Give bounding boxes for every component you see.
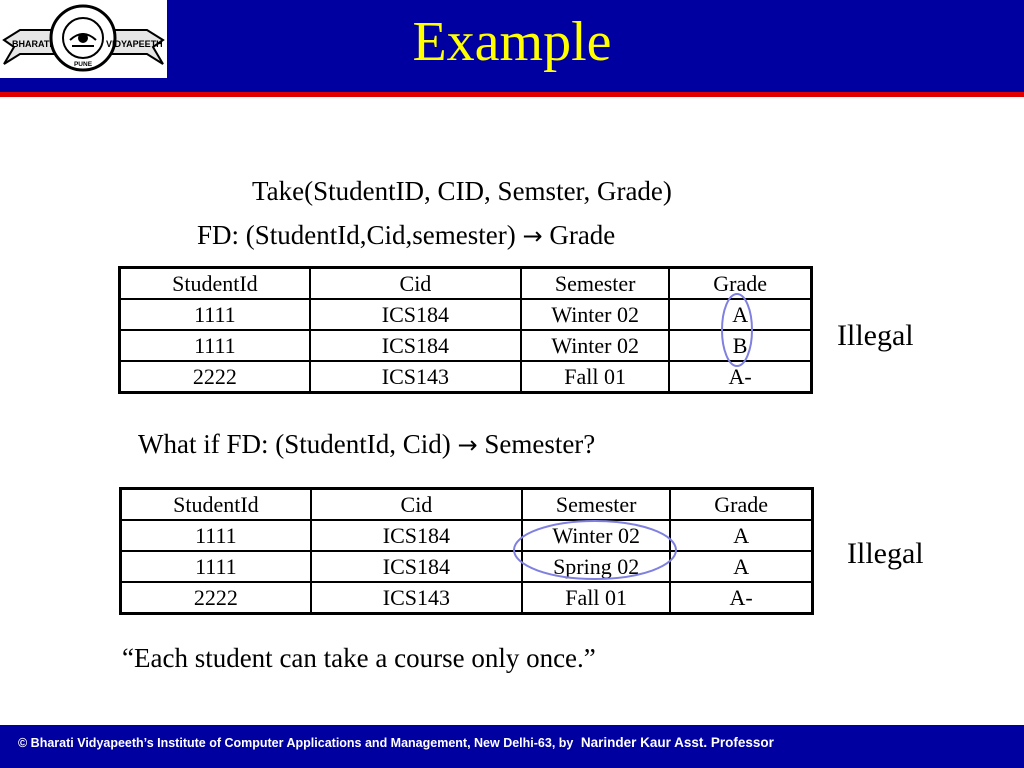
table-cell: A-: [669, 361, 811, 393]
table-header-row: [120, 268, 812, 300]
page-title: Example: [412, 11, 612, 73]
table-cell: ICS143: [311, 582, 522, 614]
table-header-cell: Semester: [521, 268, 669, 300]
table-cell: 1111: [120, 299, 310, 330]
footer-credit: [18, 735, 774, 750]
arrow-icon: →: [522, 222, 543, 250]
table-cell: 1111: [121, 551, 311, 582]
fd1-lhs: FD: (StudentId,Cid,semester): [197, 220, 516, 250]
table-header-cell: StudentId: [121, 489, 311, 521]
table-header-cell: Cid: [310, 268, 521, 300]
table-cell: ICS184: [311, 551, 522, 582]
table-header-cell: Semester: [522, 489, 670, 521]
table-header-cell: Cid: [311, 489, 522, 521]
illegal-label-2: Illegal: [847, 537, 924, 570]
fd2-lhs: What if FD: (StudentId, Cid): [138, 429, 451, 459]
table-cell: Winter 02: [521, 330, 669, 361]
relation-table-2: [119, 487, 814, 615]
table-header-cell: Grade: [670, 489, 812, 521]
header-divider: [0, 92, 1024, 97]
footer-bar: [0, 725, 1024, 768]
footer-institute: © Bharati Vidyapeeth’s Institute of Computer Applications and Management, New Delhi-63, by: [18, 736, 574, 750]
table-cell: B: [669, 330, 811, 361]
illegal-label-1: Illegal: [837, 319, 914, 352]
table-cell: A: [670, 520, 812, 551]
table-cell: Spring 02: [522, 551, 670, 582]
table-cell: Winter 02: [522, 520, 670, 551]
constraint-quote: “Each student can take a course only once.”: [122, 643, 596, 673]
table-row: [121, 582, 813, 614]
table-cell: 2222: [120, 361, 310, 393]
table-cell: A: [669, 299, 811, 330]
relation-table-1: [118, 266, 813, 394]
table-cell: 1111: [120, 330, 310, 361]
functional-dependency-2: [138, 429, 595, 460]
fd1-rhs: Grade: [549, 220, 616, 250]
logo: [0, 0, 167, 78]
table-cell: Fall 01: [522, 582, 670, 614]
table-cell: 2222: [121, 582, 311, 614]
table-cell: 1111: [121, 520, 311, 551]
table-row: [120, 299, 812, 330]
relation-schema: Take(StudentID, CID, Semster, Grade): [252, 176, 672, 206]
arrow-icon: →: [457, 431, 478, 459]
bharati-vidyapeeth-logo-icon: [0, 0, 167, 78]
table-cell: ICS143: [310, 361, 521, 393]
fd2-rhs: Semester?: [484, 429, 596, 459]
functional-dependency-1: [197, 220, 615, 251]
table-cell: ICS184: [310, 299, 521, 330]
table-row: [120, 330, 812, 361]
footer-author: Narinder Kaur Asst. Professor: [580, 735, 774, 750]
table-cell: A: [670, 551, 812, 582]
table-header-cell: StudentId: [120, 268, 310, 300]
table-cell: ICS184: [310, 330, 521, 361]
table-header-cell: Grade: [669, 268, 811, 300]
table-row: [120, 361, 812, 393]
table-cell: Winter 02: [521, 299, 669, 330]
table-cell: ICS184: [311, 520, 522, 551]
table-row: [121, 520, 813, 551]
table-cell: Fall 01: [521, 361, 669, 393]
table-cell: A-: [670, 582, 812, 614]
svg-text:PUNE: PUNE: [73, 61, 93, 68]
svg-text:BHARATI: BHARATI: [12, 39, 52, 49]
table-row: [121, 551, 813, 582]
table-header-row: [121, 489, 813, 521]
svg-text:VIDYAPEETH: VIDYAPEETH: [106, 39, 163, 49]
